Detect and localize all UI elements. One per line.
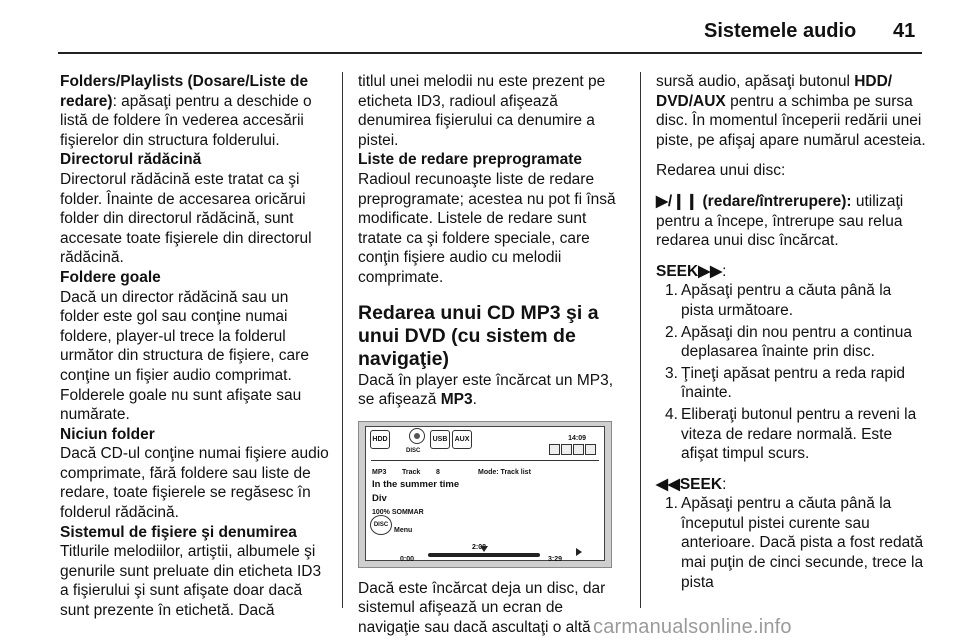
page-number: 41 <box>893 20 916 42</box>
playlists-title: Liste de redare preprogramate <box>358 151 582 169</box>
list-item-text: Eliberaţi butonul pentru a reveni la viteza de redare normală. Este afişat timpul scurs. <box>681 405 917 463</box>
song-title: In the summer time <box>372 478 460 490</box>
page-title: Sistemele audio <box>704 20 857 42</box>
list-item: 3. Ţineţi apăsat pentru a reda rapid înainte. <box>665 364 906 402</box>
list-item-text: Ţineţi apăsat pentru a reda rapid înainte. <box>681 364 906 402</box>
source-label: MP3 <box>372 468 387 476</box>
list-item: 1. Apăsaţi pentru a căuta până la începutul pistei curente sau anterioare. Dacă pista a fost redată mai puţin de cinci secunde, trece la pista <box>665 495 924 591</box>
screen-display <box>365 426 605 561</box>
header-rule <box>58 52 922 54</box>
seek-back-colon: : <box>722 475 727 493</box>
page-header <box>0 0 960 52</box>
status-icon <box>561 444 572 455</box>
folders-title: Folders/Playlists (Dosare/Liste de redare) <box>60 73 309 110</box>
empty-folders-title: Foldere goale <box>60 268 161 286</box>
seek-back-heading <box>656 475 928 495</box>
column-3 <box>656 72 928 592</box>
folders-paragraph <box>60 72 330 150</box>
list-item: 2. Apăsaţi din nou pentru a continua deplasarea înainte prin disc. <box>665 323 912 361</box>
mp3-period: . <box>472 391 477 409</box>
play-icon[interactable] <box>576 548 582 556</box>
menu-label: Menu <box>394 526 413 534</box>
list-item: 1. Apăsaţi pentru a căuta până la pista următoare. <box>665 282 892 319</box>
seek-forward-list <box>656 281 928 463</box>
elapsed-time: 2:08 <box>472 543 487 551</box>
list-item-text: Apăsaţi pentru a căuta până la începutul pistei curente sau anterioare. Dacă pista a fost redată mai puţin de cinci secunde, trece la pista <box>681 495 924 591</box>
play-disc-intro: Redarea unui disc: <box>656 162 786 180</box>
playlists-text: Radioul recunoaşte liste de redare preprogramate; acestea nu pot fi însă modificate. Listele de redare sunt tratate ca şi foldere speciale, care conţin fişiere audio cu melodii comprimate. <box>358 170 616 286</box>
status-icons <box>548 441 600 451</box>
list-item-text: Apăsaţi din nou pentru a continua deplasarea înainte prin disc. <box>681 323 912 361</box>
track-number: 8 <box>436 468 440 476</box>
clock: 14:09 <box>568 434 586 442</box>
empty-folders-text: Dacă un director rădăcină sau un folder este gol sau conţine numai foldere, player-ul trece la folderul următor din structura de fişiere, care conţine un fişier audio comprimat. Folderele goale nu sunt afişate sau numărate. <box>60 288 309 424</box>
seek-forward-heading <box>656 262 928 282</box>
usb-button[interactable]: USB <box>430 430 450 449</box>
source-text-a: sursă audio, apăsaţi butonul <box>656 73 855 90</box>
play-pause-paragraph <box>656 192 928 251</box>
file-system-title: Sistemul de fişiere şi denumirea <box>60 523 297 541</box>
total-time: 3:29 <box>548 555 563 563</box>
hdd-button[interactable]: HDD <box>370 430 390 449</box>
status-icon <box>573 444 584 455</box>
start-time: 0:00 <box>400 555 415 563</box>
progress-bar <box>428 553 540 557</box>
track-label: Track <box>402 468 421 476</box>
seek-forward-label: SEEK▶▶ <box>656 262 723 280</box>
disc-menu-button[interactable]: DISC <box>370 515 392 535</box>
mode-label: Mode: Track list <box>478 468 531 476</box>
seek-back-list <box>656 494 928 592</box>
disc-loaded-paragraph: Dacă este încărcat deja un disc, dar sistemul afişează un ecran de navigaţie sau dacă ascultaţi o altă <box>358 579 606 636</box>
source-text-b: pentru a schimba pe sursa disc. În momentul începerii redării unei piste, pe afişaj apare numărul acesteia. <box>656 92 926 149</box>
root-dir-title: Directorul rădăcină <box>60 151 202 169</box>
id3-paragraph: titlul unei melodii nu este prezent pe eticheta ID3, radioul afişează denumirea fişierului ca denumire a pistei. <box>358 73 606 149</box>
watermark: carmanualsonline.info <box>593 616 792 638</box>
progress-marker-icon <box>480 546 488 552</box>
folders-text: : apăsaţi pentru a deschide o listă de foldere în vederea accesării fişierelor din structura folderului. <box>60 92 312 149</box>
mp3-label: MP3 <box>440 391 473 409</box>
section-heading: Redarea unui CD MP3 şi a unui DVD (cu sistem de navigaţie) <box>358 301 599 370</box>
artist-name: Div <box>372 492 387 504</box>
status-icon <box>585 444 596 455</box>
column-1 <box>60 72 330 621</box>
play-pause-label: (redare/întrerupere): <box>698 192 852 210</box>
play-pause-icon: ▶/❙❙ <box>656 192 699 210</box>
mp3-paragraph <box>358 371 626 410</box>
column-divider-2 <box>640 72 641 608</box>
hdd-dvd-aux-label: HDD/ DVD/AUX <box>656 73 893 110</box>
disc-label: DISC <box>406 447 421 454</box>
list-item-text: Apăsaţi pentru a căuta până la pista următoare. <box>681 282 892 319</box>
status-icon <box>549 444 560 455</box>
no-folder-text: Dacă CD-ul conţine numai fişiere audio comprimate, fără foldere sau liste de redare, toate fişierele se regăsesc în folderul rădăcină. <box>60 445 329 522</box>
album-name: 100% SOMMAR <box>372 508 424 516</box>
infotainment-screen-figure <box>358 421 612 568</box>
column-divider-1 <box>342 72 343 608</box>
seek-back-label: ◀◀SEEK <box>656 475 723 493</box>
aux-button[interactable]: AUX <box>452 430 472 449</box>
root-dir-text: Directorul rădăcină este tratat ca şi folder. Înainte de accesarea oricărui folder din directorul rădăcină, sunt accesate toate fişierele din directorul rădăcină. <box>60 170 312 267</box>
file-system-text: Titlurile melodiilor, artiştii, albumele şi genurile sunt preluate din eticheta ID3 a fişierului şi sunt afişate doar dacă sunt prezente în etichetă. Dacă <box>60 543 322 620</box>
seek-forward-colon: : <box>722 262 727 280</box>
screen-divider <box>371 460 599 461</box>
list-item: 4. Eliberaţi butonul pentru a reveni la viteza de redare normală. Este afişat timpul scurs. <box>665 405 917 463</box>
play-pause-text: utilizaţi pentru a începe, întrerupe sau relua redarea unui disc încărcat. <box>656 192 904 250</box>
mp3-text: Dacă în player este încărcat un MP3, se afişează <box>358 371 614 409</box>
source-paragraph <box>656 72 928 150</box>
no-folder-title: Niciun folder <box>60 425 155 443</box>
column-2 <box>358 72 626 638</box>
